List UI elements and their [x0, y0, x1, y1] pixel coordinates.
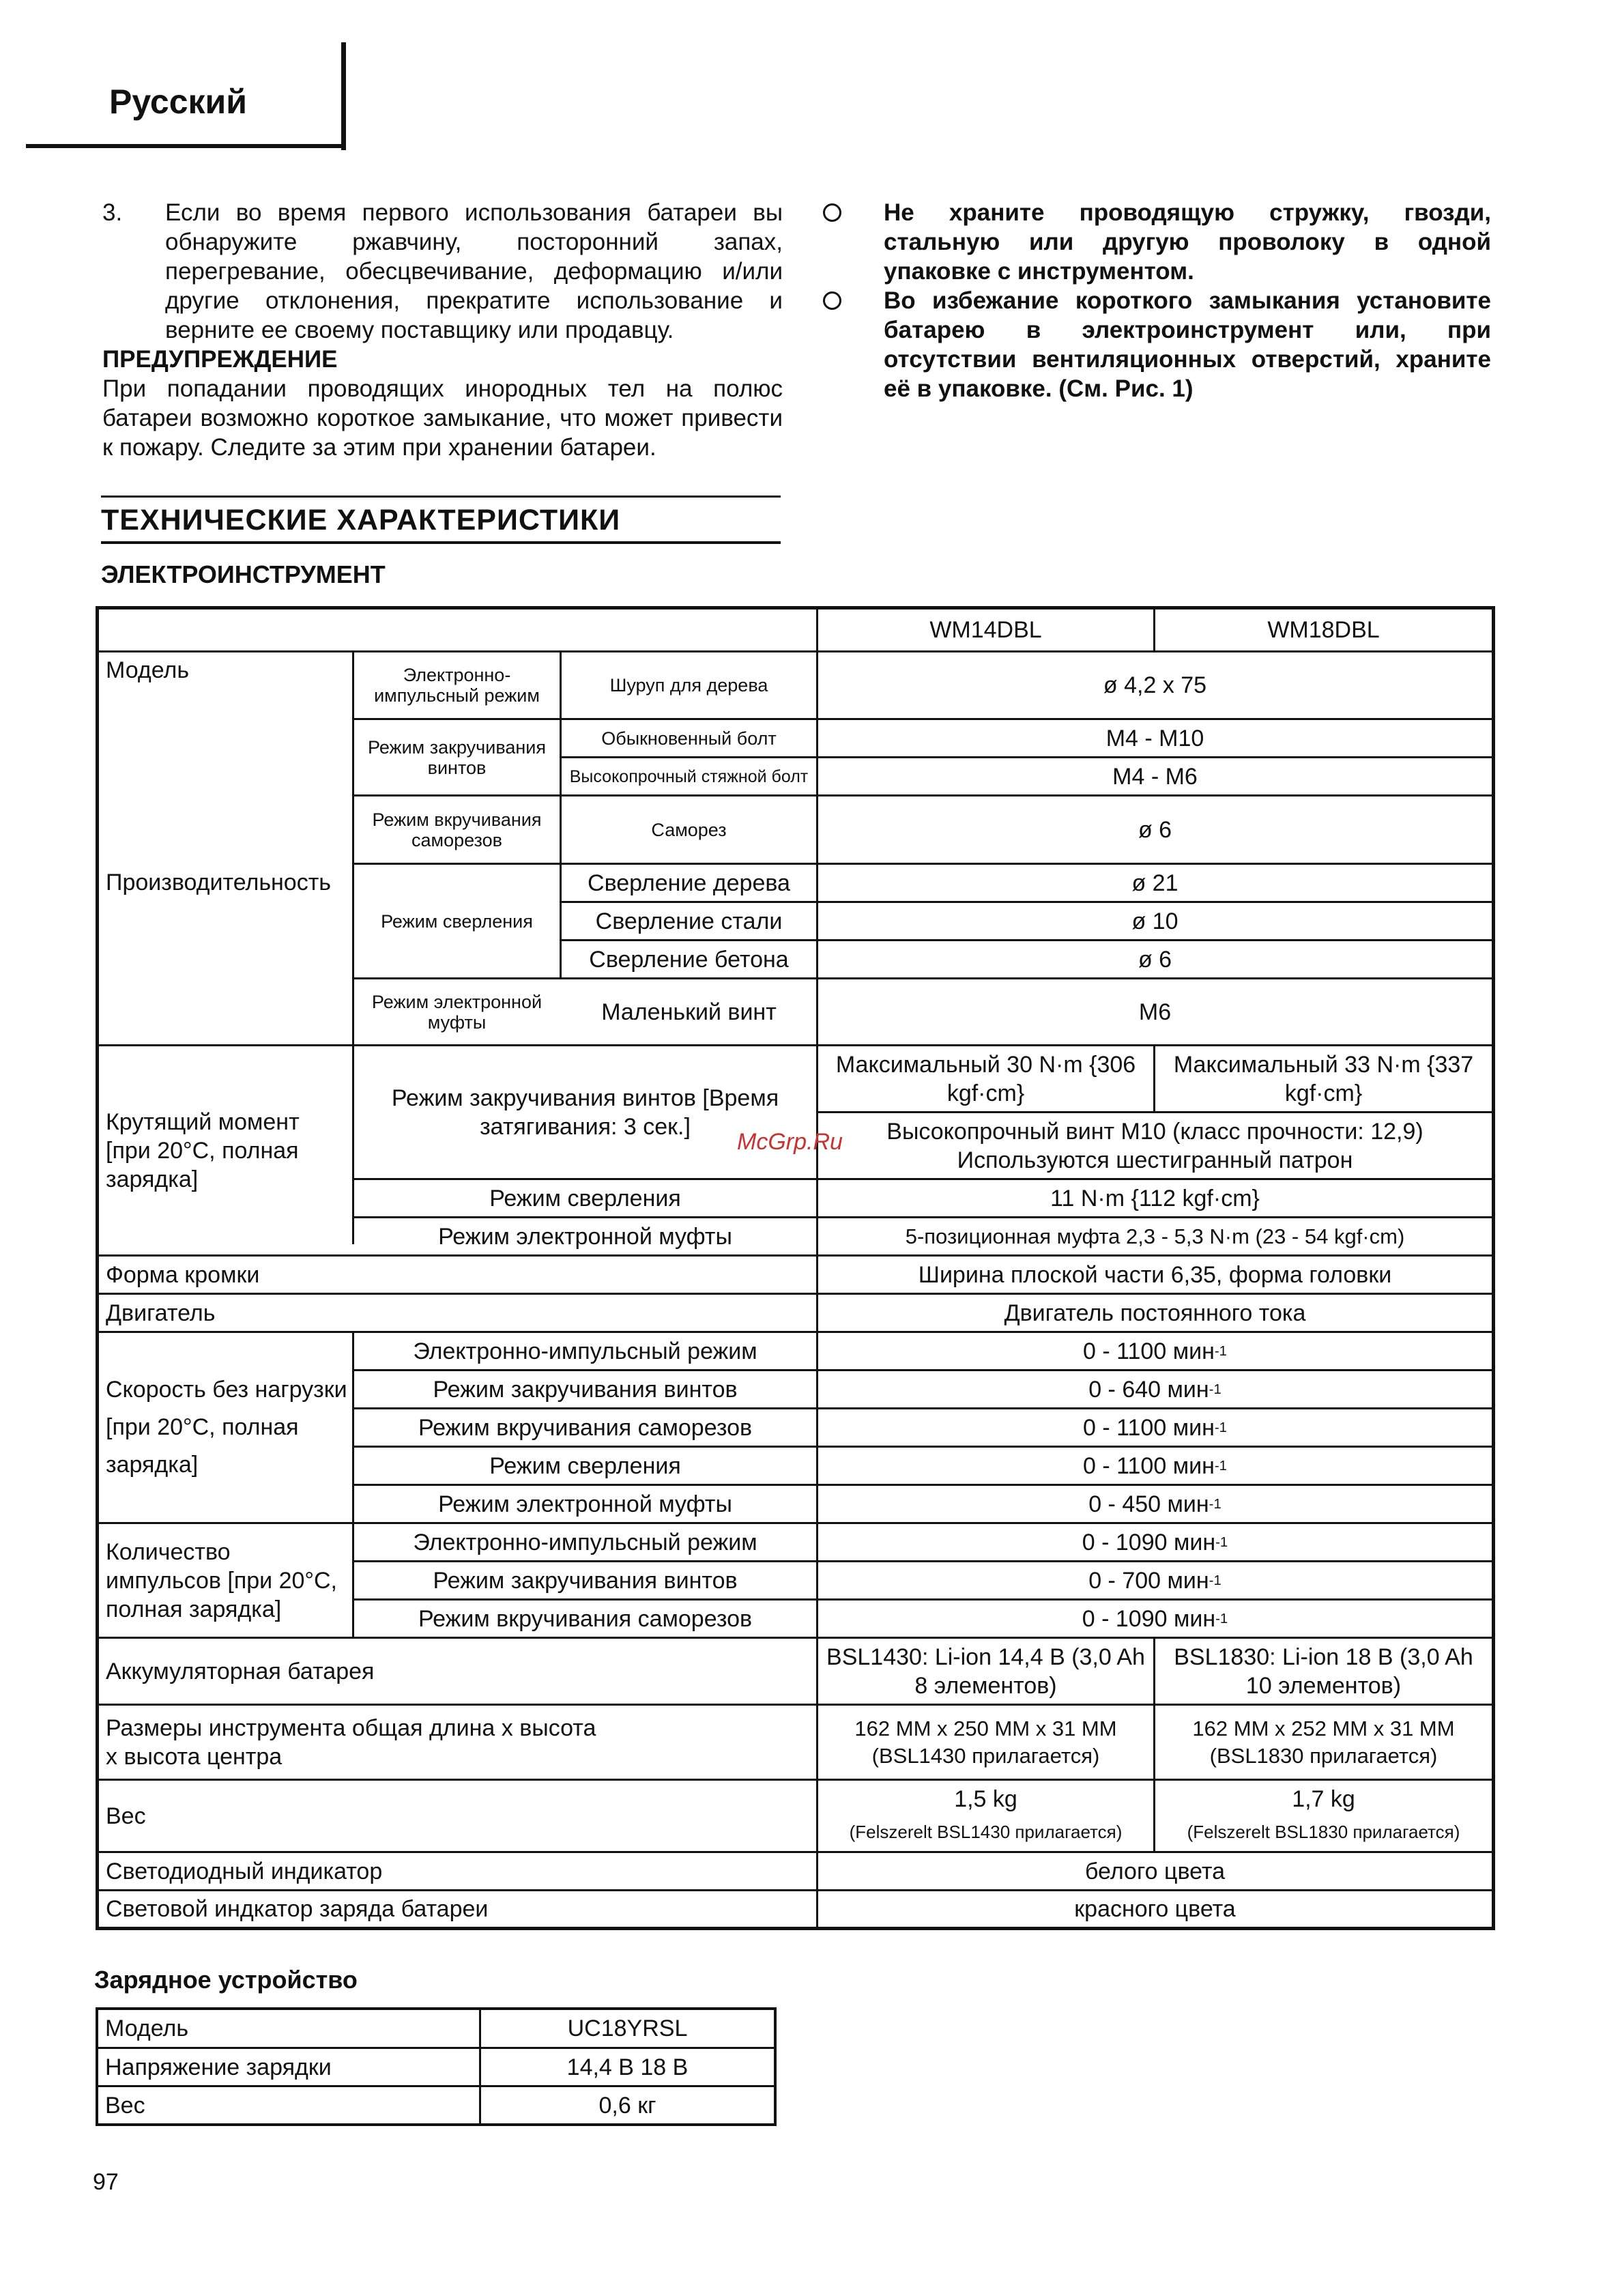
warning-heading: ПРЕДУПРЕЖДЕНИЕ: [102, 346, 338, 373]
charger-row-label: Напряжение зарядки: [105, 2054, 332, 2080]
impulse-mode: Режим закручивания винтов: [433, 1567, 738, 1594]
weight-b: 1,7 kg: [1292, 1786, 1355, 1812]
drill-steel-label: Сверление стали: [595, 908, 783, 934]
battery-a: BSL1430: Li-ion 14,4 B (3,0 Ah 8 элементов): [826, 1644, 1145, 1699]
bullet-text-2: Во избежание короткого замыкания установите батарею в электроинструмент или, при отсутствии вентиляционных отверстий, храните её в упаковке. (См. Рис. 1): [884, 287, 1491, 402]
weight-b-note: (Felszerelt BSL1830 прилагается): [1187, 1822, 1460, 1842]
impulse-value: 0 - 700 мин -1: [1088, 1567, 1221, 1594]
motor-value: Двигатель постоянного тока: [1004, 1300, 1306, 1326]
torque-drill-label: Режим сверления: [489, 1185, 681, 1211]
charge-led-label: Световой индкатор заряда батареи: [106, 1896, 489, 1922]
torque-a: Максимальный 30 N·m {306 kgf·cm}: [835, 1051, 1136, 1106]
hs-bolt-value: M4 - M6: [1112, 763, 1198, 790]
drill-wood-label: Сверление дерева: [588, 870, 790, 896]
led-label: Светодиодный индикатор: [106, 1858, 383, 1884]
weight-a-note: (Felszerelt BSL1430 прилагается): [849, 1822, 1123, 1842]
tab-divider-vertical: [341, 42, 346, 150]
speed-value: 0 - 450 мин -1: [1088, 1491, 1221, 1517]
drill-concrete-value: ø 6: [1138, 946, 1172, 973]
speed-mode: Режим закручивания винтов: [433, 1376, 738, 1403]
ordinary-bolt-value: M4 - M10: [1105, 725, 1204, 751]
speed-mode: Режим электронной муфты: [438, 1491, 732, 1517]
speed-value: 0 - 1100 мин -1: [1083, 1338, 1227, 1364]
torque-label: Крутящий момент [при 20°С, полная зарядка]: [106, 1108, 300, 1192]
charger-row-value: 14,4 В 18 В: [566, 2054, 689, 2080]
screw-mode-label: Режим закручивания винтов: [368, 736, 546, 778]
tool-heading: ЭЛЕКТРОИНСТРУМЕНТ: [101, 560, 386, 588]
impulse-label: Количество импульсов [при 20°С, полная зарядка]: [106, 1538, 338, 1622]
charge-led-value: красного цвета: [1074, 1896, 1236, 1922]
bullet-text-1: Не храните проводящую стружку, гвозди, стальную или другую проволоку в одной упаковке с инструментом.: [884, 199, 1491, 285]
table-border: [1492, 606, 1495, 1930]
charger-row-value: UC18YRSL: [567, 2015, 688, 2041]
torque-clutch-value: 5-позиционная муфта 2,3 - 5,3 N·m (23 - 54 kgf·cm): [905, 1224, 1405, 1248]
capacity-label: Производительность: [106, 869, 332, 895]
model-b: WM18DBL: [1267, 617, 1380, 643]
led-value: белого цвета: [1084, 1858, 1226, 1884]
model-a: WM14DBL: [929, 617, 1042, 643]
speed-value: 0 - 1100 мин -1: [1083, 1414, 1227, 1441]
drill-wood-value: ø 21: [1131, 870, 1179, 896]
small-screw-label: Маленький винт: [601, 999, 777, 1025]
edge-value: Ширина плоской части 6,35, форма головки: [918, 1261, 1392, 1288]
impulse-mode: Электронно-импульсный режим: [413, 1529, 757, 1555]
item-number: 3.: [102, 199, 123, 226]
language-tab: Русский: [109, 83, 248, 121]
hs-bolt-label: Высокопрочный стяжной болт: [569, 766, 809, 786]
speed-value: 0 - 1100 мин -1: [1083, 1452, 1227, 1479]
wood-screw-value: ø 4,2 x 75: [1103, 672, 1207, 698]
bullet-circle-icon: [823, 203, 841, 222]
heading-rule-bottom: [101, 541, 781, 544]
clutch-mode-label: Режим электронной муфты: [371, 991, 543, 1033]
impulse-mode: Режим вкручивания саморезов: [418, 1605, 753, 1632]
dims-label: Размеры инструмента общая длина х высота х высота центра: [106, 1714, 596, 1770]
dims-a: 162 MM x 250 MM x 31 MM (BSL1430 прилагается): [854, 1716, 1117, 1768]
charger-heading: Зарядное устройство: [94, 1966, 358, 1994]
battery-label: Аккумуляторная батарея: [106, 1658, 375, 1684]
speed-label: Скорость без нагрузки [при 20°С, полная зарядка]: [106, 1377, 347, 1478]
speed-mode: Режим вкручивания саморезов: [418, 1414, 753, 1441]
table-border: [96, 1927, 1495, 1930]
spec-heading: ТЕХНИЧЕСКИЕ ХАРАКТЕРИСТИКИ: [101, 504, 621, 536]
battery-b: BSL1830: Li-ion 18 B (3,0 Ah 10 элементов): [1174, 1644, 1473, 1699]
drill-mode-label: Режим сверления: [381, 910, 533, 932]
self-tap-value: ø 6: [1138, 816, 1172, 843]
warning-text: При попадании проводящих инородных тел на полюс батареи возможно короткое замыкание, что может привести к пожару. Следите за этим при хранении батареи.: [102, 375, 783, 461]
motor-label: Двигатель: [106, 1300, 216, 1326]
edge-label: Форма кромки: [106, 1261, 260, 1288]
item3-text: Если во время первого использования батареи вы обнаружите ржавчину, посторонний запах, перегревание, обесцвечивание, деформацию и/или другие отклонения, прекратите использование и верните ее своему поставщику или продавцу.: [165, 199, 783, 343]
drill-steel-value: ø 10: [1131, 908, 1179, 934]
watermark: McGrp.Ru: [737, 1129, 843, 1155]
torque-screw-mode: Режим закручивания винтов [Время затягивания: 3 сек.]: [391, 1085, 779, 1140]
charger-row-label: Модель: [105, 2015, 189, 2041]
speed-value: 0 - 640 мин -1: [1088, 1376, 1221, 1403]
impulse-value: 0 - 1090 мин -1: [1082, 1529, 1228, 1555]
torque-hs: Высокопрочный винт M10 (класс прочности: 12,9) Используются шестигранный патрон: [886, 1118, 1423, 1173]
self-tap-label: Саморез: [651, 819, 727, 840]
small-screw-value: M6: [1138, 999, 1172, 1025]
drill-concrete-label: Сверление бетона: [589, 946, 789, 973]
dims-b: 162 MM x 252 MM x 31 MM (BSL1830 прилагается): [1192, 1716, 1455, 1768]
wood-screw-label: Шуруп для дерева: [609, 675, 768, 695]
impulse-value: 0 - 1090 мин -1: [1082, 1605, 1228, 1632]
weight-a: 1,5 kg: [954, 1786, 1017, 1812]
charger-row-label: Вес: [105, 2092, 145, 2119]
tab-divider-horizontal: [26, 144, 346, 148]
torque-b: Максимальный 33 N·m {337 kgf·cm}: [1173, 1051, 1474, 1106]
model-label: Модель: [106, 657, 190, 683]
bullet-circle-icon: [823, 291, 841, 310]
speed-mode: Режим сверления: [489, 1452, 681, 1479]
weight-label: Вес: [106, 1803, 146, 1829]
self-tap-mode-label: Режим вкручивания саморезов: [372, 809, 542, 850]
torque-drill-value: 11 N·m {112 kgf·cm}: [1050, 1185, 1260, 1211]
impulse-mode-label: Электронно-импульсный режим: [374, 665, 540, 706]
page-number: 97: [93, 2169, 119, 2195]
speed-mode: Электронно-импульсный режим: [413, 1338, 757, 1364]
charger-row-value: 0,6 кг: [598, 2092, 656, 2119]
torque-clutch-label: Режим электронной муфты: [438, 1223, 732, 1250]
ordinary-bolt-label: Обыкновенный болт: [601, 728, 777, 749]
heading-rule-top: [101, 496, 781, 498]
